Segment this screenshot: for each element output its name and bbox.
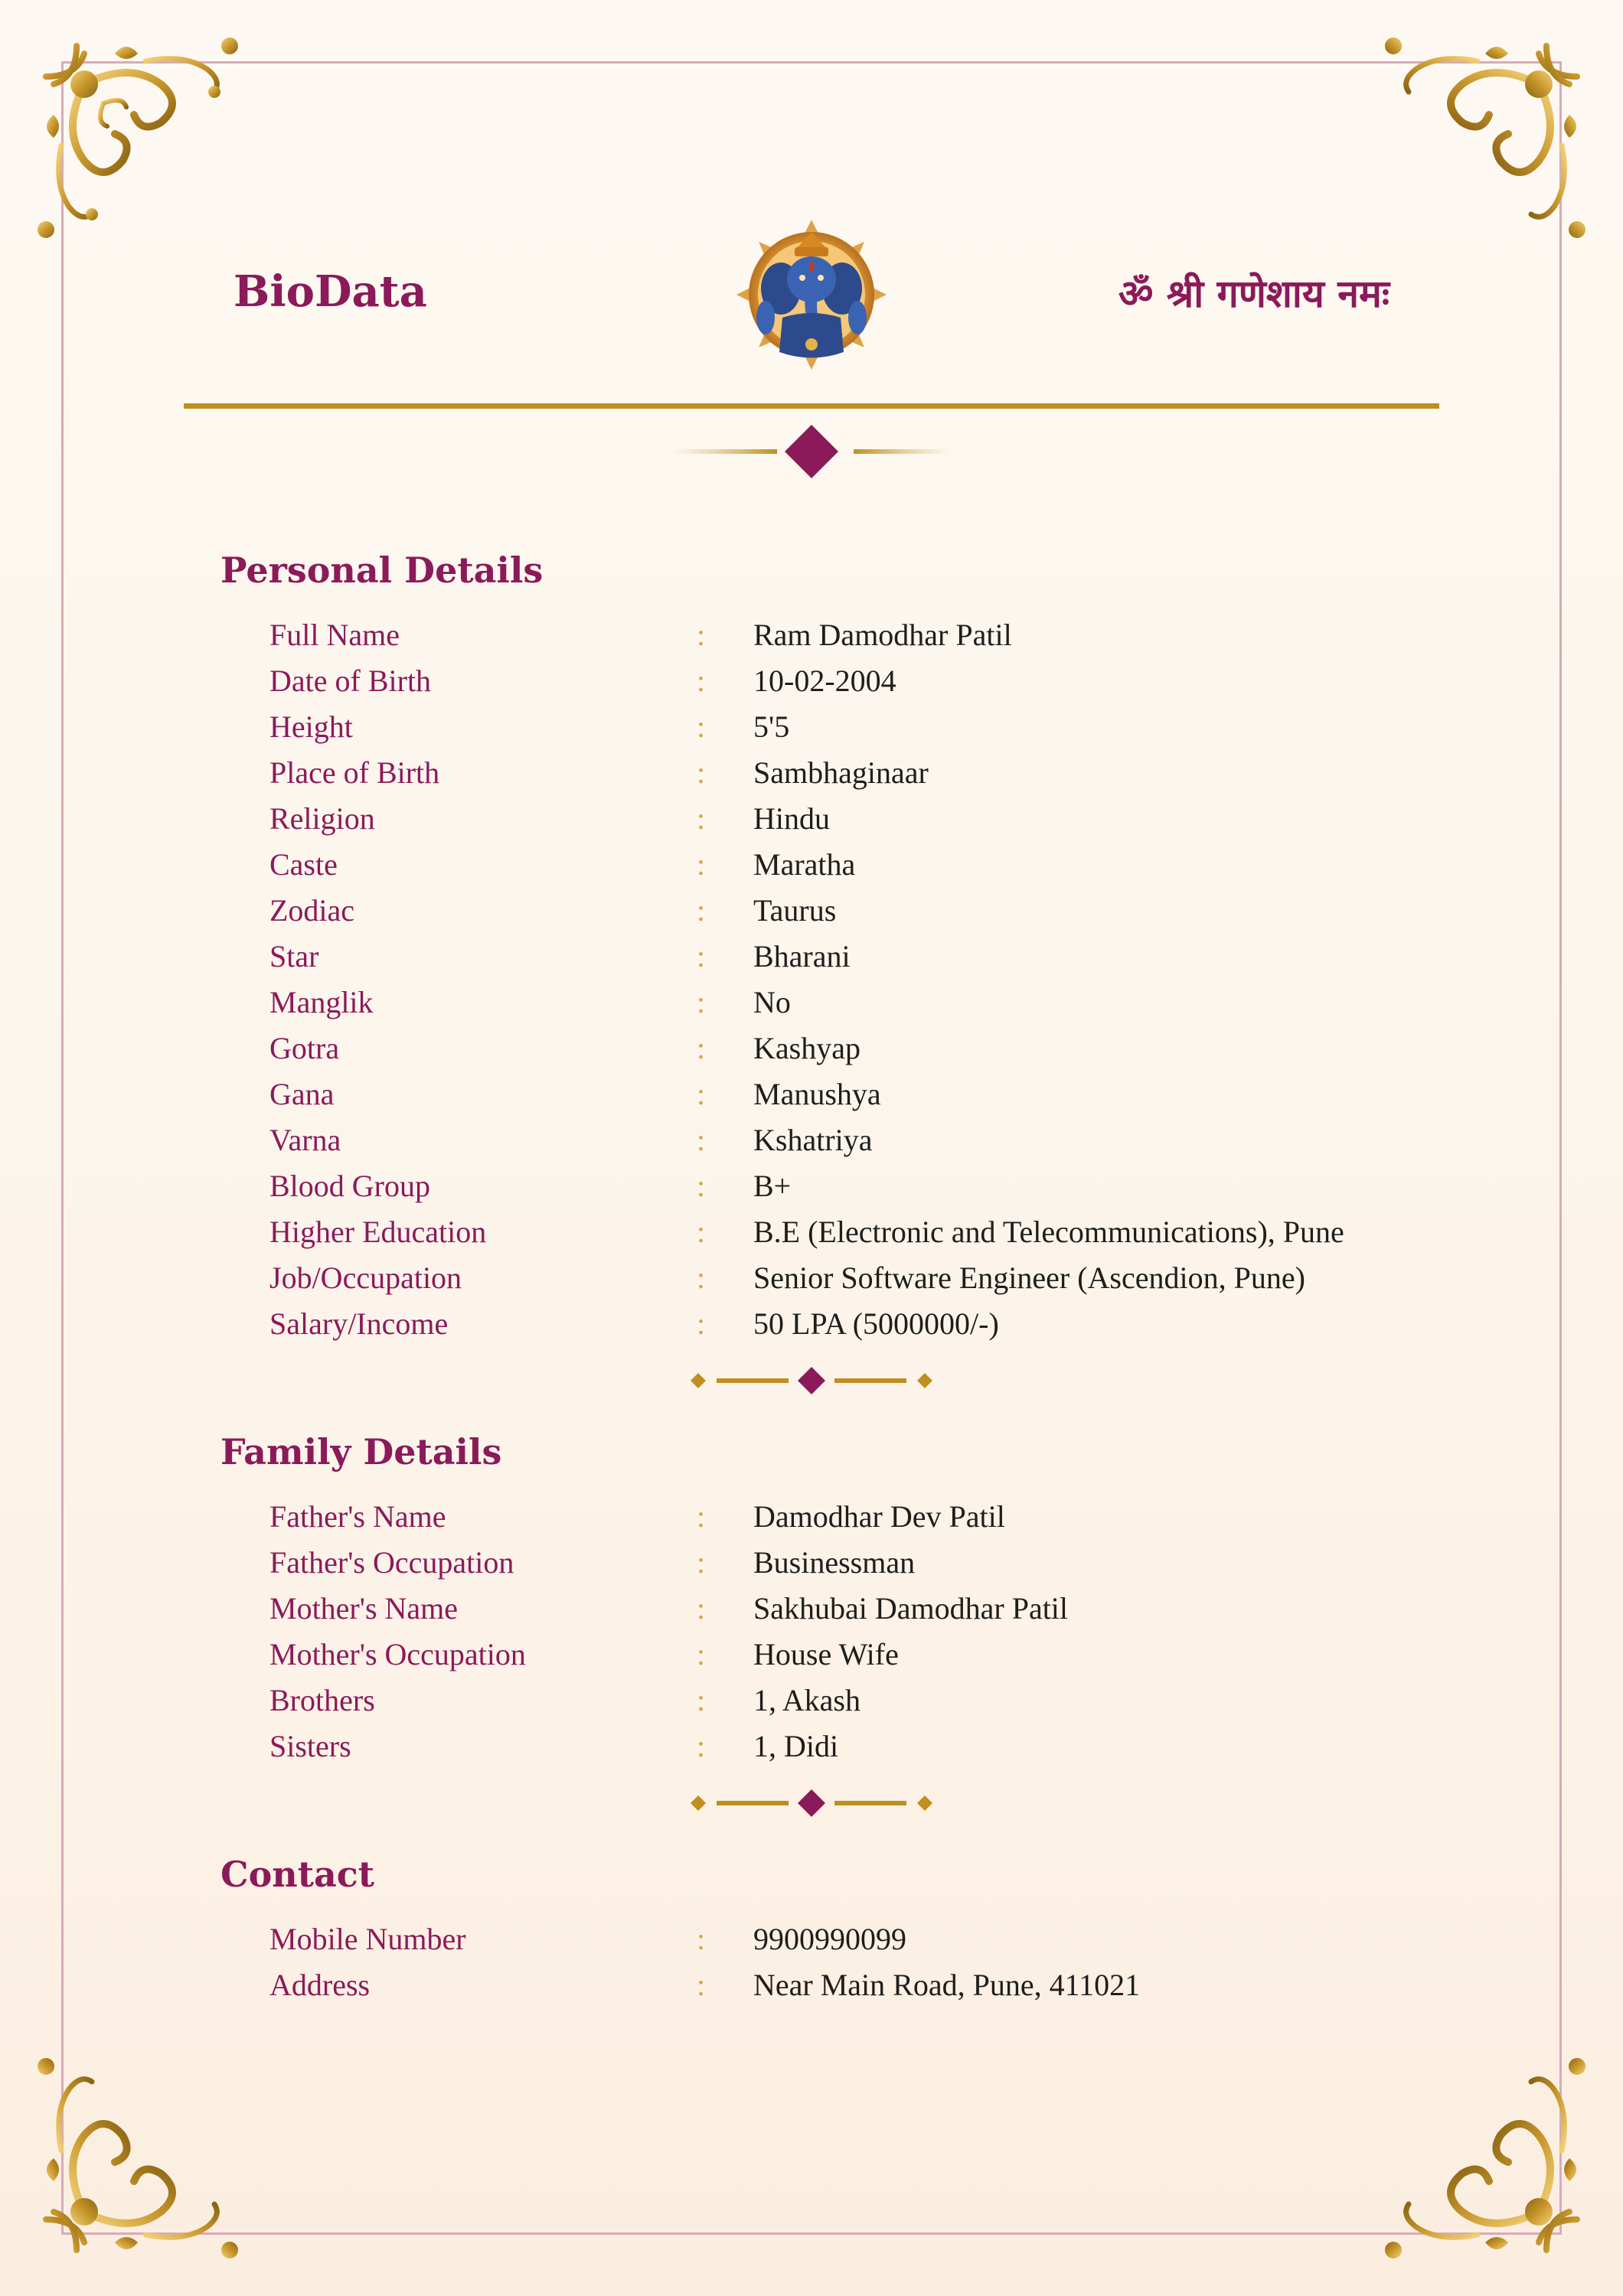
detail-value: 50 LPA (5000000/-): [753, 1306, 999, 1341]
detail-separator: :: [697, 755, 706, 790]
golden-floral-corner-icon: [31, 31, 260, 260]
detail-separator: :: [697, 1729, 706, 1763]
header-divider: [184, 403, 1439, 409]
detail-label: Star: [269, 939, 319, 974]
detail-separator: :: [697, 1169, 706, 1203]
detail-value: B+: [753, 1169, 792, 1203]
detail-value: Kashyap: [753, 1031, 860, 1065]
detail-value: Kshatriya: [753, 1123, 873, 1157]
section-title-family: Family Details: [220, 1431, 502, 1473]
detail-separator: :: [697, 1077, 706, 1111]
detail-label: Sisters: [269, 1729, 351, 1763]
detail-value: Sakhubai Damodhar Patil: [753, 1591, 1069, 1626]
family-details-list: [0, 1499, 1623, 1774]
detail-value: 1, Akash: [753, 1683, 860, 1717]
detail-separator: :: [697, 801, 706, 836]
detail-label: Mother's Occupation: [269, 1637, 526, 1671]
detail-separator: :: [697, 1591, 706, 1626]
detail-value: Taurus: [753, 893, 837, 928]
detail-value: Hindu: [753, 801, 830, 836]
detail-separator: :: [697, 1215, 706, 1249]
detail-value: 9900990099: [753, 1922, 906, 1956]
detail-separator: :: [697, 618, 706, 652]
detail-value: B.E (Electronic and Telecommunications), Pune: [753, 1215, 1344, 1249]
detail-label: Date of Birth: [269, 664, 432, 698]
detail-value: Businessman: [753, 1545, 916, 1580]
detail-row: [0, 1260, 1623, 1306]
detail-label: Job/Occupation: [269, 1261, 462, 1295]
detail-separator: :: [697, 893, 706, 928]
detail-label: Gana: [269, 1077, 335, 1111]
detail-value: Ram Damodhar Patil: [753, 618, 1012, 652]
detail-label: Salary/Income: [269, 1306, 449, 1341]
detail-label: Zodiac: [269, 893, 355, 928]
detail-label: Father's Name: [269, 1499, 446, 1534]
detail-separator: :: [697, 664, 706, 698]
detail-label: Brothers: [269, 1683, 375, 1717]
section-title-contact: Contact: [220, 1854, 375, 1895]
detail-row: [0, 1636, 1623, 1682]
personal-details-list: [0, 617, 1623, 1352]
detail-value: 10-02-2004: [753, 664, 896, 698]
detail-row: [0, 1499, 1623, 1544]
detail-separator: :: [697, 1683, 706, 1717]
detail-value: House Wife: [753, 1637, 899, 1671]
detail-row: [0, 846, 1623, 892]
golden-floral-corner-icon: [1363, 31, 1592, 260]
detail-row: [0, 938, 1623, 984]
detail-row: [0, 1967, 1623, 2013]
detail-separator: :: [697, 1637, 706, 1671]
detail-label: Address: [269, 1968, 371, 2002]
detail-separator: :: [697, 1306, 706, 1341]
detail-value: 5'5: [753, 709, 790, 744]
detail-separator: :: [697, 939, 706, 974]
detail-row: [0, 1168, 1623, 1214]
detail-label: Caste: [269, 847, 338, 882]
detail-separator: :: [697, 1922, 706, 1956]
detail-row: [0, 1921, 1623, 1967]
detail-label: Gotra: [269, 1031, 340, 1065]
detail-row: [0, 892, 1623, 938]
detail-label: Varna: [269, 1123, 341, 1157]
detail-separator: :: [697, 1499, 706, 1534]
detail-separator: :: [697, 1545, 706, 1580]
detail-value: Manushya: [753, 1077, 881, 1111]
detail-row: [0, 617, 1623, 663]
ganesha-emblem-icon: [735, 218, 888, 371]
detail-separator: :: [697, 985, 706, 1019]
detail-row: [0, 1544, 1623, 1590]
golden-floral-corner-icon: [1363, 2036, 1592, 2265]
detail-row: [0, 801, 1623, 846]
detail-value: Near Main Road, Pune, 411021: [753, 1968, 1141, 2002]
detail-value: Bharani: [753, 939, 851, 974]
detail-row: [0, 663, 1623, 709]
detail-value: Senior Software Engineer (Ascendion, Pune): [753, 1261, 1305, 1295]
detail-row: [0, 1590, 1623, 1636]
detail-label: Full Name: [269, 618, 400, 652]
detail-row: [0, 1682, 1623, 1728]
detail-separator: :: [697, 1031, 706, 1065]
detail-separator: :: [697, 1968, 706, 2002]
detail-row: [0, 1306, 1623, 1352]
detail-value: Maratha: [753, 847, 856, 882]
diamond-divider-icon: [681, 1788, 942, 1818]
detail-row: [0, 1076, 1623, 1122]
detail-row: [0, 755, 1623, 801]
detail-value: Damodhar Dev Patil: [753, 1499, 1005, 1534]
detail-value: 1, Didi: [753, 1729, 839, 1763]
detail-separator: :: [697, 847, 706, 882]
detail-label: Height: [269, 709, 353, 744]
detail-separator: :: [697, 1261, 706, 1295]
detail-value: No: [753, 985, 791, 1019]
diamond-divider-icon: [666, 421, 957, 482]
detail-label: Religion: [269, 801, 375, 836]
contact-details-list: [0, 1921, 1623, 2013]
detail-row: [0, 1728, 1623, 1774]
detail-label: Manglik: [269, 985, 374, 1019]
detail-value: Sambhaginaar: [753, 755, 929, 790]
section-title-personal: Personal Details: [220, 550, 544, 591]
detail-label: Mother's Name: [269, 1591, 459, 1626]
golden-floral-corner-icon: [31, 2036, 260, 2265]
detail-row: [0, 1030, 1623, 1076]
detail-row: [0, 984, 1623, 1030]
detail-row: [0, 709, 1623, 755]
detail-separator: :: [697, 709, 706, 744]
detail-label: Place of Birth: [269, 755, 440, 790]
detail-label: Mobile Number: [269, 1922, 466, 1956]
detail-label: Father's Occupation: [269, 1545, 514, 1580]
detail-row: [0, 1122, 1623, 1168]
detail-separator: :: [697, 1123, 706, 1157]
detail-row: [0, 1214, 1623, 1260]
ganesh-mantra: ॐ श्री गणेशाय नमः: [1118, 272, 1390, 316]
diamond-divider-icon: [681, 1365, 942, 1396]
detail-label: Higher Education: [269, 1215, 487, 1249]
detail-label: Blood Group: [269, 1169, 430, 1203]
page-title: BioData: [233, 266, 427, 317]
